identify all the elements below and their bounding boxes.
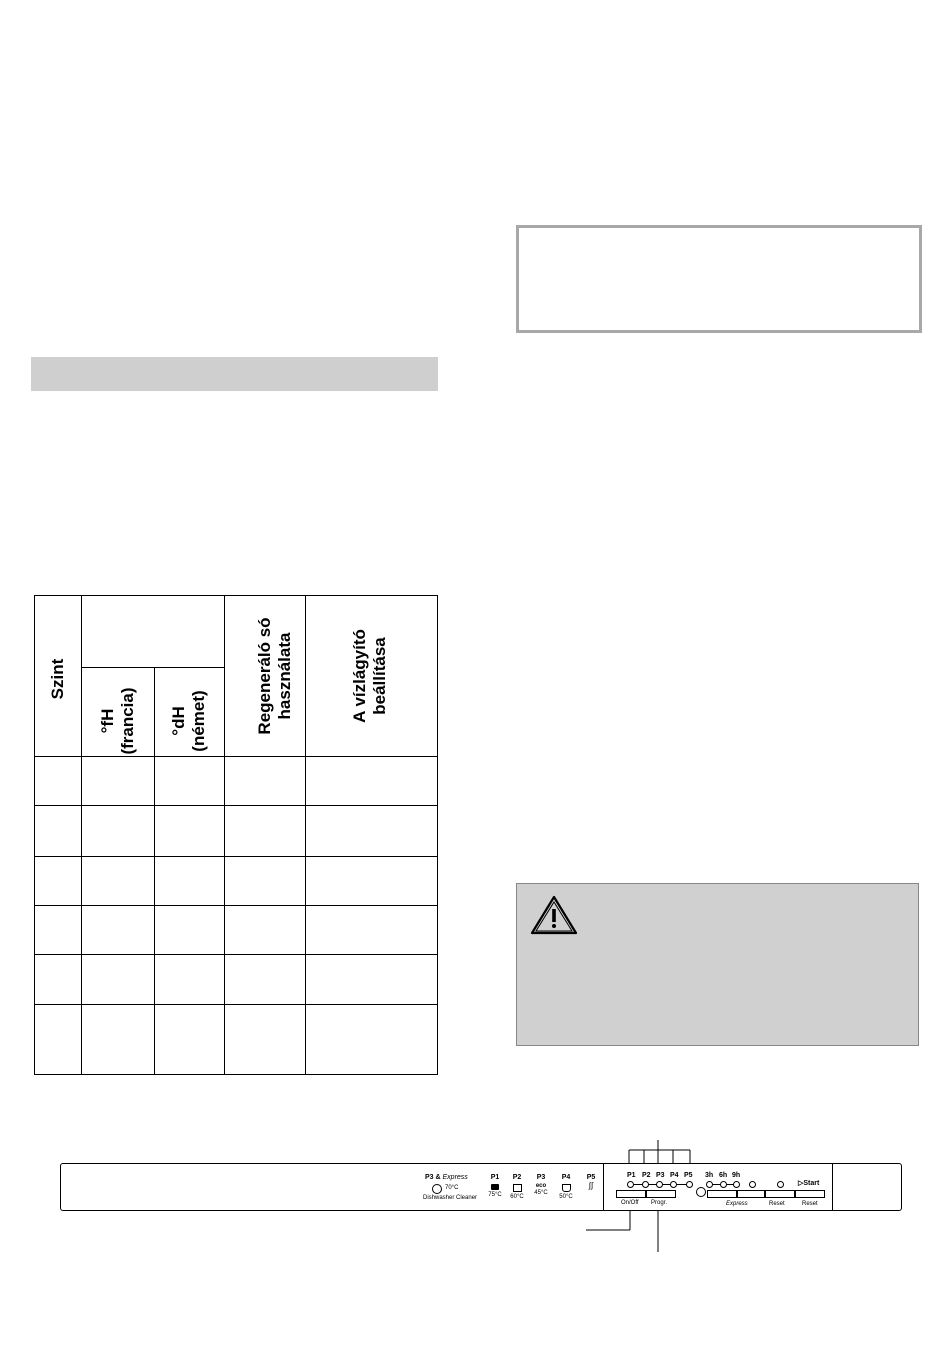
progr-button[interactable]: [646, 1190, 676, 1198]
led-label-p2: P2: [642, 1172, 651, 1179]
temp-70: 70°C: [445, 1185, 459, 1191]
dishwasher-cleaner-label: Dishwasher Cleaner: [423, 1195, 478, 1201]
reset-s-label: Reset: [769, 1201, 785, 1207]
reset-label: Reset: [802, 1201, 818, 1207]
led-3h: [706, 1181, 713, 1188]
control-panel-diagram: [0, 1130, 950, 1260]
program-p2: P2 60°C: [510, 1174, 524, 1200]
warning-triangle-icon: [529, 894, 579, 936]
pot-icon: [491, 1184, 499, 1190]
program-p5: P5 ∫∫: [581, 1174, 601, 1190]
p3-express-label: P3 & Express: [425, 1174, 468, 1181]
on-off-button[interactable]: [616, 1190, 646, 1198]
led-6h: [720, 1181, 727, 1188]
section-heading-bar: [31, 357, 438, 391]
delay-button[interactable]: [707, 1190, 737, 1198]
delay-3h: 3h: [705, 1172, 714, 1179]
glass-icon: [562, 1184, 571, 1192]
eco-icon: eco: [535, 1183, 547, 1189]
program-p4: P4 50°C: [559, 1174, 573, 1200]
warning-box: [516, 883, 919, 1046]
clock-icon: [696, 1187, 706, 1197]
header-dh: °dH (német): [169, 690, 208, 752]
header-fh: °fH (francia): [98, 687, 137, 755]
rinse-icon: ∫∫: [588, 1181, 594, 1190]
start-label: ▷Start: [798, 1180, 820, 1187]
led-express: [749, 1181, 756, 1188]
header-softener: A vízlágyító beállítása: [350, 629, 389, 723]
led-label-p3: P3: [656, 1172, 665, 1179]
led-p1: [627, 1181, 634, 1188]
led-label-p4: P4: [670, 1172, 679, 1179]
led-label-p1: P1: [627, 1172, 636, 1179]
led-label-p5: P5: [684, 1172, 693, 1179]
led-p5: [686, 1181, 693, 1188]
delay-6h: 6h: [719, 1172, 728, 1179]
progr-label: Progr.: [651, 1200, 668, 1206]
panel-frame: [60, 1163, 902, 1211]
note-box: [516, 225, 922, 333]
delay-9h: 9h: [732, 1172, 741, 1179]
on-off-label: On/Off: [621, 1200, 639, 1206]
header-salt: Regeneráló só használata: [255, 617, 294, 735]
start-reset-button[interactable]: [795, 1190, 825, 1198]
cup-icon: [513, 1184, 522, 1192]
water-hardness-table: [34, 595, 438, 1075]
header-level: Szint: [48, 658, 67, 700]
reset-s-button[interactable]: [765, 1190, 795, 1198]
led-9h: [733, 1181, 740, 1188]
led-p4: [670, 1181, 677, 1188]
led-p2: [642, 1181, 649, 1188]
program-p3: P3 eco 45°C: [531, 1174, 551, 1197]
led-p3: [656, 1181, 663, 1188]
express-label: Express: [726, 1201, 748, 1207]
led-reset-s: [777, 1181, 784, 1188]
cleaner-icon: [432, 1184, 442, 1194]
program-p1: P1 75°C: [488, 1174, 502, 1198]
express-button[interactable]: [737, 1190, 765, 1198]
